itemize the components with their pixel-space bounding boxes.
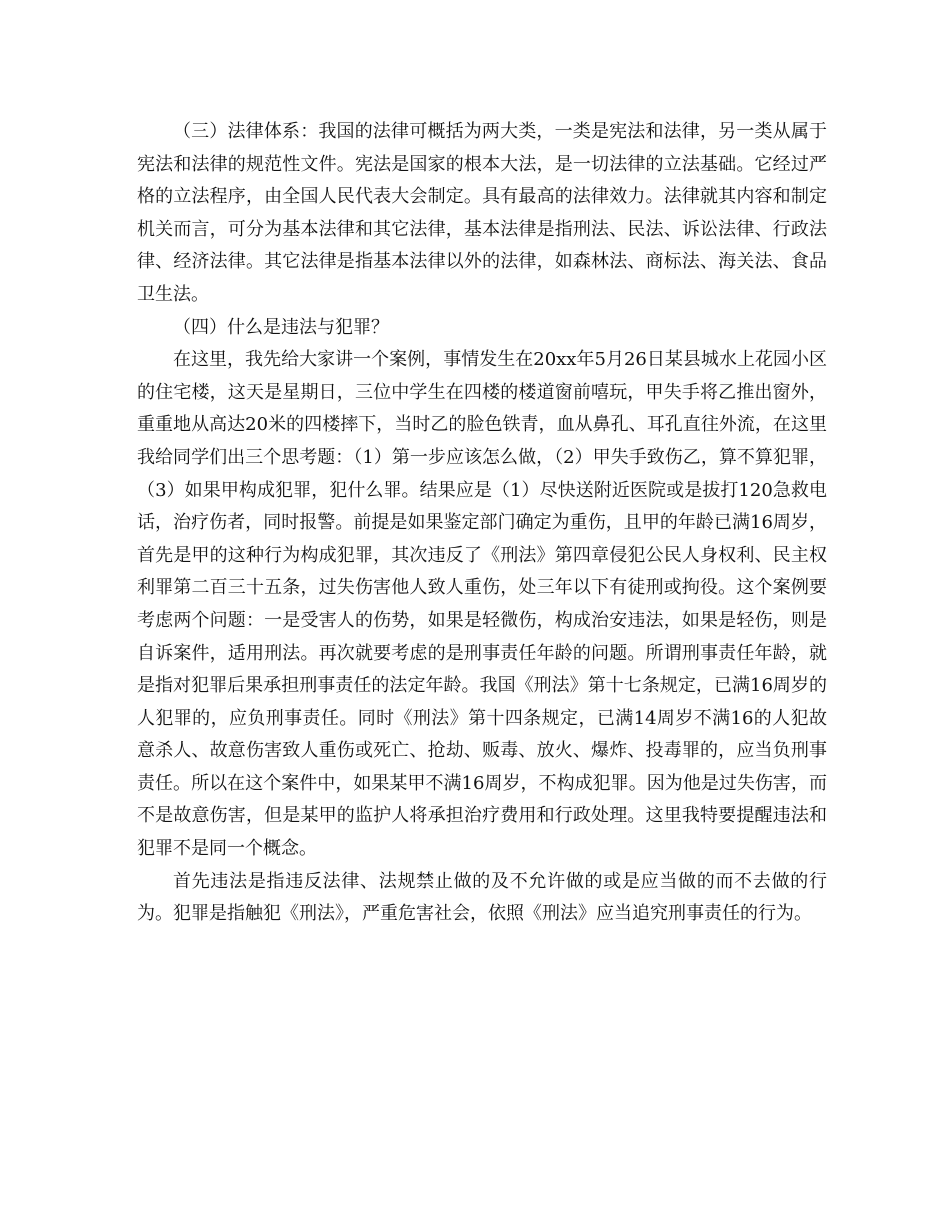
paragraph-definitions: 首先违法是指违反法律、法规禁止做的及不允许做的或是应当做的而不去做的行为。犯罪是指触犯《刑法》，严重危害社会，依照《刑法》应当追究刑事责任的行为。: [137, 870, 827, 925]
section-heading-violation-and-crime: （四）什么是违法与犯罪？: [173, 316, 389, 338]
paragraph-case-study: 在这里，我先给大家讲一个案例，事情发生在20xx年5月26日某县城水上花园小区的住宅楼，这天是星期日，三位中学生在四楼的楼道窗前嘻玩，甲失手将乙推出窗外，重重地从高达20米的四楼摔下，当时乙的脸色铁青，血从鼻孔、耳孔直往外流，在这里我给同学们出三个思考题：（1）第一步应该怎么做，（2）甲失手致伤乙，算不算犯罪，（3）如果甲构成犯罪，犯什么罪。结果应是（1）尽快送附近医院或是拔打120急救电话，治疗伤者，同时报警。前提是如果鉴定部门确定为重伤，且甲的年龄已满16周岁，首先是甲的这种行为构成犯罪，其次违反了《刑法》第四章侵犯公民人身权利、民主权利罪第二百三十五条，过失伤害他人致人重伤，处三年以下有徒刑或拘役。这个案例要考虑两个问题：一是受害人的伤势，如果是轻微伤，构成治安违法，如果是轻伤，则是自诉案件，适用刑法。再次就要考虑的是刑事责任年龄的问题。所谓刑事责任年龄，就是指对犯罪后果承担刑事责任的法定年龄。我国《刑法》第十七条规定，已满16周岁的人犯罪的，应负刑事责任。同时《刑法》第十四条规定，已满14周岁不满16的人犯故意杀人、故意伤害致人重伤或死亡、抢劫、贩毒、放火、爆炸、投毒罪的，应当负刑事责任。所以在这个案件中，如果某甲不满16周岁，不构成犯罪。因为他是过失伤害，而不是故意伤害，但是某甲的监护人将承担治疗费用和行政处理。这里我特要提醒违法和犯罪不是同一个概念。: [137, 349, 827, 860]
document-page: [137, 116, 827, 931]
paragraph-legal-system: （三）法律体系：我国的法律可概括为两大类，一类是宪法和法律，另一类从属于宪法和法律的规范性文件。宪法是国家的根本大法，是一切法律的立法基础。它经过严格的立法程序，由全国人民代表大会制定。具有最高的法律效力。法律就其内容和制定机关而言，可分为基本法律和其它法律，基本法律是指刑法、民法、诉讼法律、行政法律、经济法律。其它法律是指基本法律以外的法律，如森林法、商标法、海关法、食品卫生法。: [137, 121, 827, 305]
